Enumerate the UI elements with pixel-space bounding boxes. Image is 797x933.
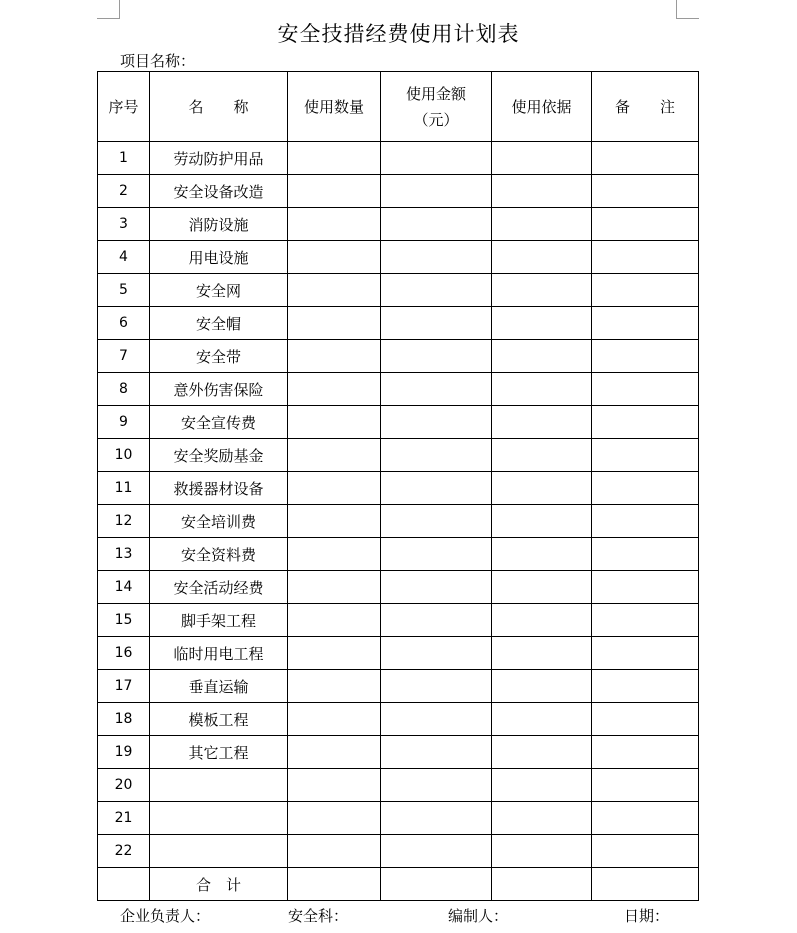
header-amount-line2: （元） (413, 110, 459, 129)
row-seq: 5 (98, 274, 150, 307)
row-remarks-cell (592, 835, 699, 868)
row-quantity-cell (288, 604, 381, 637)
table-row (98, 670, 699, 703)
row-basis-cell (492, 769, 592, 802)
project-name-label: 项目名称： (120, 52, 196, 70)
page-corner-mark-left (97, 0, 120, 19)
row-basis-cell (492, 406, 592, 439)
row-amount-cell (381, 538, 492, 571)
footer-safety-dept: 安全科： (288, 907, 349, 925)
row-name: 其它工程 (150, 736, 288, 769)
row-quantity-cell (288, 670, 381, 703)
row-seq: 3 (98, 208, 150, 241)
row-name: 意外伤害保险 (150, 373, 288, 406)
row-remarks-cell (592, 142, 699, 175)
row-amount-cell (381, 736, 492, 769)
row-seq: 2 (98, 175, 150, 208)
row-remarks-cell (592, 175, 699, 208)
row-name: 安全资料费 (150, 538, 288, 571)
row-quantity-cell (288, 802, 381, 835)
row-name: 安全奖励基金 (150, 439, 288, 472)
row-quantity-cell (288, 439, 381, 472)
header-quantity: 使用数量 (288, 72, 381, 142)
row-quantity-cell (288, 340, 381, 373)
row-seq: 8 (98, 373, 150, 406)
row-name: 消防设施 (150, 208, 288, 241)
row-basis-cell (492, 307, 592, 340)
total-label: 合 计 (150, 868, 288, 901)
table-row (98, 835, 699, 868)
footer-date: 日期： (624, 907, 670, 925)
row-seq: 7 (98, 340, 150, 373)
table-row (98, 274, 699, 307)
row-name: 用电设施 (150, 241, 288, 274)
header-name: 名 称 (150, 72, 288, 142)
total-remarks-cell (592, 868, 699, 901)
table-row (98, 604, 699, 637)
row-amount-cell (381, 175, 492, 208)
row-seq: 4 (98, 241, 150, 274)
table-row (98, 373, 699, 406)
table-row (98, 505, 699, 538)
row-name: 安全设备改造 (150, 175, 288, 208)
row-basis-cell (492, 835, 592, 868)
row-amount-cell (381, 406, 492, 439)
row-basis-cell (492, 373, 592, 406)
table-row (98, 637, 699, 670)
row-remarks-cell (592, 571, 699, 604)
row-basis-cell (492, 175, 592, 208)
table-row (98, 538, 699, 571)
table-row (98, 703, 699, 736)
row-amount-cell (381, 604, 492, 637)
row-amount-cell (381, 241, 492, 274)
row-remarks-cell (592, 670, 699, 703)
header-remarks: 备 注 (592, 72, 699, 142)
row-amount-cell (381, 142, 492, 175)
row-seq: 6 (98, 307, 150, 340)
row-amount-cell (381, 703, 492, 736)
row-seq: 10 (98, 439, 150, 472)
row-amount-cell (381, 571, 492, 604)
row-name: 垂直运输 (150, 670, 288, 703)
table-row (98, 802, 699, 835)
row-amount-cell (381, 670, 492, 703)
row-basis-cell (492, 241, 592, 274)
row-remarks-cell (592, 340, 699, 373)
total-amount-cell (381, 868, 492, 901)
row-quantity-cell (288, 373, 381, 406)
row-name: 安全带 (150, 340, 288, 373)
row-seq: 19 (98, 736, 150, 769)
row-seq: 15 (98, 604, 150, 637)
row-remarks-cell (592, 769, 699, 802)
row-amount-cell (381, 439, 492, 472)
row-name: 模板工程 (150, 703, 288, 736)
row-seq: 12 (98, 505, 150, 538)
row-basis-cell (492, 604, 592, 637)
row-quantity-cell (288, 241, 381, 274)
row-remarks-cell (592, 802, 699, 835)
row-name (150, 769, 288, 802)
row-seq: 22 (98, 835, 150, 868)
row-seq: 18 (98, 703, 150, 736)
row-seq: 11 (98, 472, 150, 505)
row-remarks-cell (592, 373, 699, 406)
row-seq: 1 (98, 142, 150, 175)
row-name: 安全培训费 (150, 505, 288, 538)
row-basis-cell (492, 637, 592, 670)
row-quantity-cell (288, 142, 381, 175)
total-seq-cell (98, 868, 150, 901)
row-amount-cell (381, 373, 492, 406)
row-name: 安全网 (150, 274, 288, 307)
row-amount-cell (381, 208, 492, 241)
row-quantity-cell (288, 175, 381, 208)
total-row (98, 868, 699, 901)
table-row (98, 769, 699, 802)
table-row (98, 142, 699, 175)
page-title: 安全技措经费使用计划表 (277, 22, 520, 46)
row-basis-cell (492, 340, 592, 373)
row-quantity-cell (288, 505, 381, 538)
row-quantity-cell (288, 769, 381, 802)
header-amount (381, 72, 492, 142)
table-row (98, 241, 699, 274)
footer-manager: 企业负责人： (120, 907, 211, 925)
row-quantity-cell (288, 637, 381, 670)
row-amount-cell (381, 769, 492, 802)
row-remarks-cell (592, 307, 699, 340)
row-seq: 20 (98, 769, 150, 802)
row-name: 安全宣传费 (150, 406, 288, 439)
header-amount-line1: 使用金额 (405, 84, 466, 103)
row-amount-cell (381, 340, 492, 373)
row-amount-cell (381, 307, 492, 340)
row-seq: 17 (98, 670, 150, 703)
row-remarks-cell (592, 736, 699, 769)
footer-compiler: 编制人： (448, 907, 509, 925)
table-row (98, 439, 699, 472)
header-seq: 序号 (98, 72, 150, 142)
row-amount-cell (381, 802, 492, 835)
row-remarks-cell (592, 274, 699, 307)
table-row (98, 307, 699, 340)
table-row (98, 472, 699, 505)
row-seq: 9 (98, 406, 150, 439)
row-basis-cell (492, 505, 592, 538)
row-name: 劳动防护用品 (150, 142, 288, 175)
total-basis-cell (492, 868, 592, 901)
row-name: 安全帽 (150, 307, 288, 340)
row-quantity-cell (288, 571, 381, 604)
row-remarks-cell (592, 703, 699, 736)
row-basis-cell (492, 208, 592, 241)
row-quantity-cell (288, 274, 381, 307)
row-basis-cell (492, 472, 592, 505)
row-basis-cell (492, 670, 592, 703)
row-quantity-cell (288, 835, 381, 868)
table-row (98, 736, 699, 769)
header-basis: 使用依据 (492, 72, 592, 142)
row-basis-cell (492, 571, 592, 604)
row-amount-cell (381, 274, 492, 307)
table-row (98, 571, 699, 604)
row-remarks-cell (592, 505, 699, 538)
row-remarks-cell (592, 538, 699, 571)
page-corner-mark-right (676, 0, 699, 19)
row-seq: 14 (98, 571, 150, 604)
row-basis-cell (492, 142, 592, 175)
row-amount-cell (381, 835, 492, 868)
row-quantity-cell (288, 472, 381, 505)
row-basis-cell (492, 439, 592, 472)
row-quantity-cell (288, 406, 381, 439)
total-quantity-cell (288, 868, 381, 901)
header-row (98, 72, 699, 142)
row-seq: 16 (98, 637, 150, 670)
row-seq: 13 (98, 538, 150, 571)
row-amount-cell (381, 637, 492, 670)
table-row (98, 340, 699, 373)
row-basis-cell (492, 703, 592, 736)
row-remarks-cell (592, 241, 699, 274)
row-name: 脚手架工程 (150, 604, 288, 637)
row-amount-cell (381, 472, 492, 505)
row-name (150, 835, 288, 868)
row-remarks-cell (592, 208, 699, 241)
row-remarks-cell (592, 472, 699, 505)
row-quantity-cell (288, 538, 381, 571)
row-name: 救援器材设备 (150, 472, 288, 505)
row-remarks-cell (592, 439, 699, 472)
row-quantity-cell (288, 703, 381, 736)
table-row (98, 208, 699, 241)
row-name (150, 802, 288, 835)
row-basis-cell (492, 538, 592, 571)
row-remarks-cell (592, 406, 699, 439)
row-basis-cell (492, 802, 592, 835)
row-seq: 21 (98, 802, 150, 835)
row-name: 临时用电工程 (150, 637, 288, 670)
row-name: 安全活动经费 (150, 571, 288, 604)
row-quantity-cell (288, 307, 381, 340)
row-basis-cell (492, 736, 592, 769)
table-row (98, 406, 699, 439)
table-row (98, 175, 699, 208)
row-remarks-cell (592, 637, 699, 670)
row-quantity-cell (288, 736, 381, 769)
row-quantity-cell (288, 208, 381, 241)
row-basis-cell (492, 274, 592, 307)
plan-table (97, 71, 699, 901)
row-amount-cell (381, 505, 492, 538)
row-remarks-cell (592, 604, 699, 637)
